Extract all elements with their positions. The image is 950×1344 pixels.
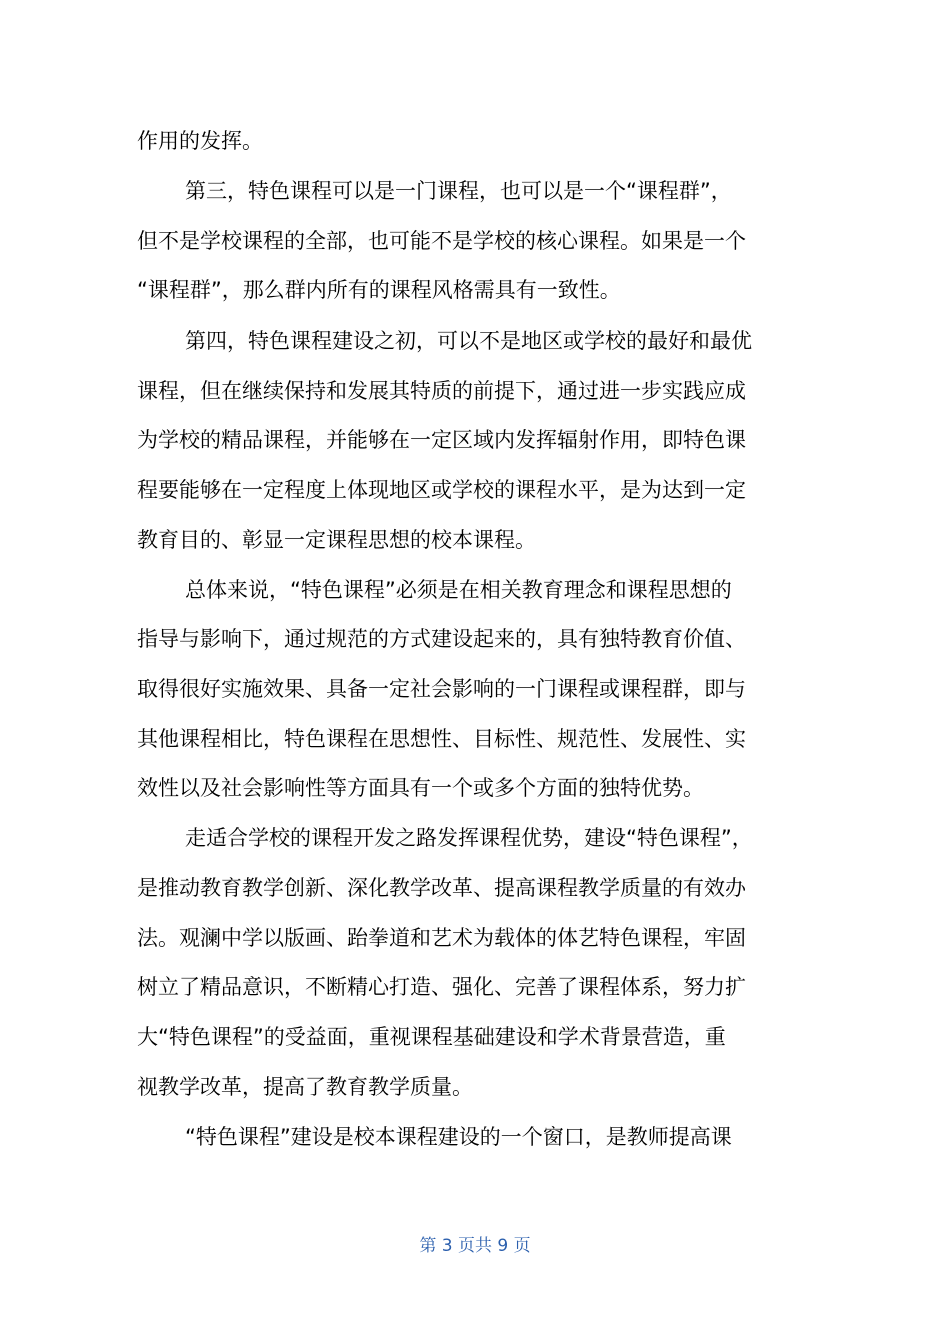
paragraph-window-start: “特色课程”建设是校本课程建设的一个窗口，是教师提高课 <box>185 1125 732 1149</box>
text-line-12: 取得很好实施效果、具备一定社会影响的一门课程或课程群，即与 <box>137 677 746 701</box>
text-line-14: 效性以及社会影响性等方面具有一个或多个方面的独特优势。 <box>137 776 704 800</box>
text-line-11: 指导与影响下，通过规范的方式建设起来的，具有独特教育价值、 <box>137 627 746 651</box>
text-line-9: 教育目的、彰显一定课程思想的校本课程。 <box>137 528 536 552</box>
text-line-20: 视教学改革，提高了教育教学质量。 <box>137 1075 473 1099</box>
paragraph-development-start: 走适合学校的课程开发之路发挥课程优势，建设“特色课程”， <box>185 826 753 850</box>
text-line-8: 程要能够在一定程度上体现地区或学校的课程水平，是为达到一定 <box>137 478 746 502</box>
text-line-13: 其他课程相比，特色课程在思想性、目标性、规范性、发展性、实 <box>137 727 746 751</box>
text-line-19: 大“特色课程”的受益面，重视课程基础建设和学术背景营造，重 <box>137 1025 726 1049</box>
page-number-footer: 第 3 页共 9 页 <box>419 1236 531 1256</box>
text-line-16: 是推动教育教学创新、深化教学改革、提高课程教学质量的有效办 <box>137 876 746 900</box>
paragraph-3-start: 第三，特色课程可以是一门课程，也可以是一个“课程群”， <box>185 179 732 203</box>
text-line-18: 树立了精品意识，不断精心打造、强化、完善了课程体系，努力扩 <box>137 975 746 999</box>
paragraph-4-start: 第四，特色课程建设之初，可以不是地区或学校的最好和最优 <box>185 329 752 353</box>
text-line-3: 但不是学校课程的全部，也可能不是学校的核心课程。如果是一个 <box>137 229 746 253</box>
text-line-4: “课程群”，那么群内所有的课程风格需具有一致性。 <box>137 278 621 302</box>
text-line-1: 作用的发挥。 <box>137 129 263 153</box>
text-line-7: 为学校的精品课程，并能够在一定区域内发挥辐射作用，即特色课 <box>137 428 746 452</box>
paragraph-summary-start: 总体来说，“特色课程”必须是在相关教育理念和课程思想的 <box>185 578 732 602</box>
text-line-6: 课程，但在继续保持和发展其特质的前提下，通过进一步实践应成 <box>137 379 746 403</box>
text-line-17: 法。观澜中学以版画、跆拳道和艺术为载体的体艺特色课程，牢固 <box>137 926 746 950</box>
